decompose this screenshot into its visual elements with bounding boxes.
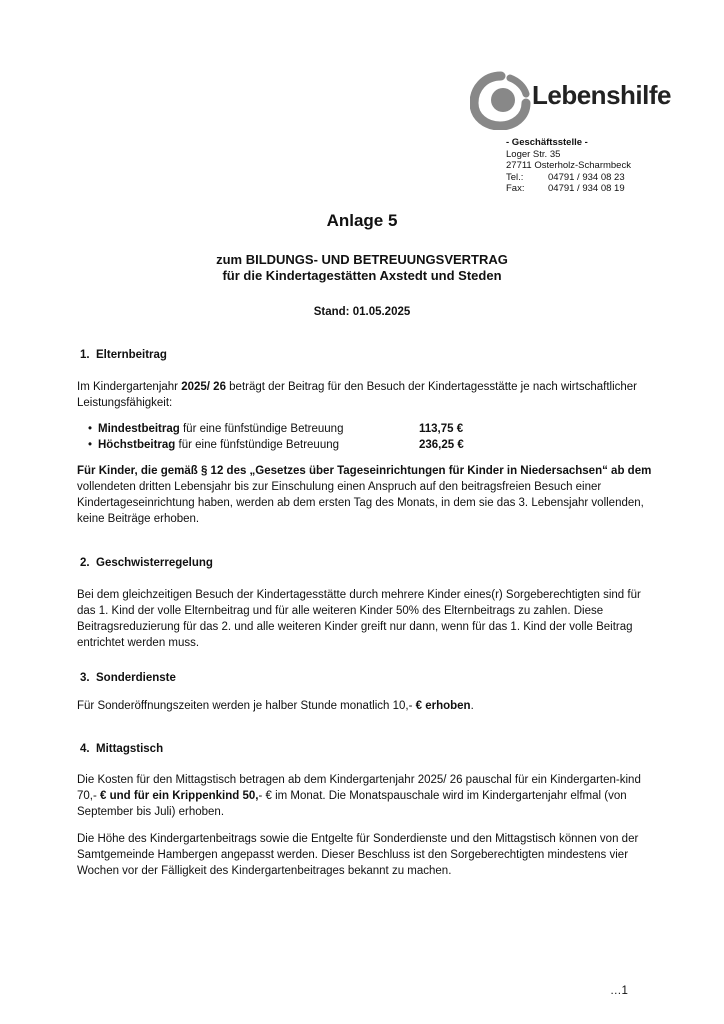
list-item xyxy=(98,421,464,437)
address-title: - Geschäftsstelle - xyxy=(506,137,588,148)
section-1-paragraph-1 xyxy=(77,379,657,411)
section-title: Sonderdienste xyxy=(96,672,176,684)
address-street: Loger Str. 35 xyxy=(506,148,561,160)
section-title: Geschwisterregelung xyxy=(96,557,213,569)
fee-amount: 236,25 € xyxy=(419,439,464,451)
address-block xyxy=(506,137,631,195)
bold-text: € und für ein Krippenkind 50, xyxy=(100,790,259,802)
section-3-paragraph xyxy=(77,698,657,714)
section-4-heading xyxy=(80,743,164,755)
fee-label: Höchstbeitrag xyxy=(98,439,176,451)
text: Im Kindergartenjahr xyxy=(77,381,182,393)
text: beträgt der Beitrag für den Besuch der Kindertagesstätte je nach wirtschaftlicher Leistungsfähigkeit: xyxy=(77,381,637,409)
section-4-paragraph-1 xyxy=(77,772,657,820)
logo-symbol-icon xyxy=(470,70,532,130)
fee-description: für eine fünfstündige Betreuung xyxy=(175,439,340,451)
section-number: 1. xyxy=(80,349,90,361)
address-fax-row xyxy=(506,183,631,195)
fee-amount: 113,75 € xyxy=(419,423,464,435)
fee-list xyxy=(98,421,464,453)
logo-wordmark: Lebenshilfe xyxy=(532,80,671,110)
address-tel-row xyxy=(506,172,631,184)
text: . xyxy=(470,700,474,712)
text: - € im Monat. Die Monatspauschale wird im Kindergartenjahr elfmal (von September bis Juli) erhoben. xyxy=(77,790,627,818)
section-3-heading xyxy=(80,672,176,684)
year-highlight: 2025/ 26 xyxy=(181,381,226,393)
lebenshilfe-logo xyxy=(470,70,670,130)
address-city: 27711 Osterholz-Scharmbeck xyxy=(506,160,631,171)
tel-label: Tel.: xyxy=(506,171,524,183)
document-subtitle-1: zum BILDUNGS- UND BETREUUNGSVERTRAG xyxy=(216,252,508,267)
section-title: Mittagstisch xyxy=(96,743,164,755)
fee-description: für eine fünfstündige Betreuung xyxy=(179,423,344,435)
document-subtitle-2: für die Kindertagestätten Axstedt und Steden xyxy=(222,268,502,283)
section-2-heading xyxy=(80,557,213,569)
page-number: …1 xyxy=(610,985,628,997)
section-2-paragraph: Bei dem gleichzeitigen Besuch der Kindertagesstätte durch mehrere Kinder eines(r) Sorgeberechtigten sind für das 1. Kind der volle Elternbeitrag und für alle weiteren Kinder 50% des Elternbeitrags zu zahlen. Diese Beitragsreduzierung für das 2. und alle weiteren Kinder greift nur dann, wenn für das 1. Kind der volle Beitrag entrichtet werden muss. xyxy=(77,589,641,649)
document-title: Anlage 5 xyxy=(326,211,398,230)
document-date: Stand: 01.05.2025 xyxy=(313,306,411,318)
section-1-paragraph-2 xyxy=(77,463,657,527)
text: Die Kosten für den Mittagstisch betragen ab dem Kindergartenjahr 2025/ 26 pauschal für ein Kindergarten-kind 70,- xyxy=(77,774,641,802)
tel-number: 04791 / 934 08 23 xyxy=(548,171,625,183)
fax-label: Fax: xyxy=(506,183,525,194)
fax-number: 04791 / 934 08 19 xyxy=(548,183,625,194)
section-1-heading xyxy=(80,349,167,361)
section-number: 3. xyxy=(80,672,90,684)
text: vollendeten dritten Lebensjahr bis zur Einschulung einen Anspruch auf den beitragsfreien Besuch einer Kindertageseinrichtung haben, werden ab dem ersten Tag des Monats, in dem sie das 3. Lebensjahr vollenden, keine Beiträge erhoben. xyxy=(77,481,644,525)
section-4-paragraph-2: Die Höhe des Kindergartenbeitrags sowie die Entgelte für Sonderdienste und den Mittagstisch können von der Samtgemeinde Hambergen angepasst werden. Dieser Beschluss ist den Sorgeberechtigten mindestens vier Wochen vor der Fälligkeit des Kindergartenbeitrages bekannt zu machen. xyxy=(77,833,639,877)
list-item xyxy=(98,437,464,453)
bold-text: € erhoben xyxy=(415,700,471,712)
bold-text: Für Kinder, die gemäß § 12 des „Gesetzes über Tageseinrichtungen für Kinder in Niedersachsen“ ab dem xyxy=(77,465,652,477)
text: Für Sonderöffnungszeiten werden je halber Stunde monatlich 10,- xyxy=(77,700,416,712)
section-number: 2. xyxy=(80,557,90,569)
section-title: Elternbeitrag xyxy=(96,349,167,361)
fee-label: Mindestbeitrag xyxy=(98,423,180,435)
section-number: 4. xyxy=(80,743,90,755)
